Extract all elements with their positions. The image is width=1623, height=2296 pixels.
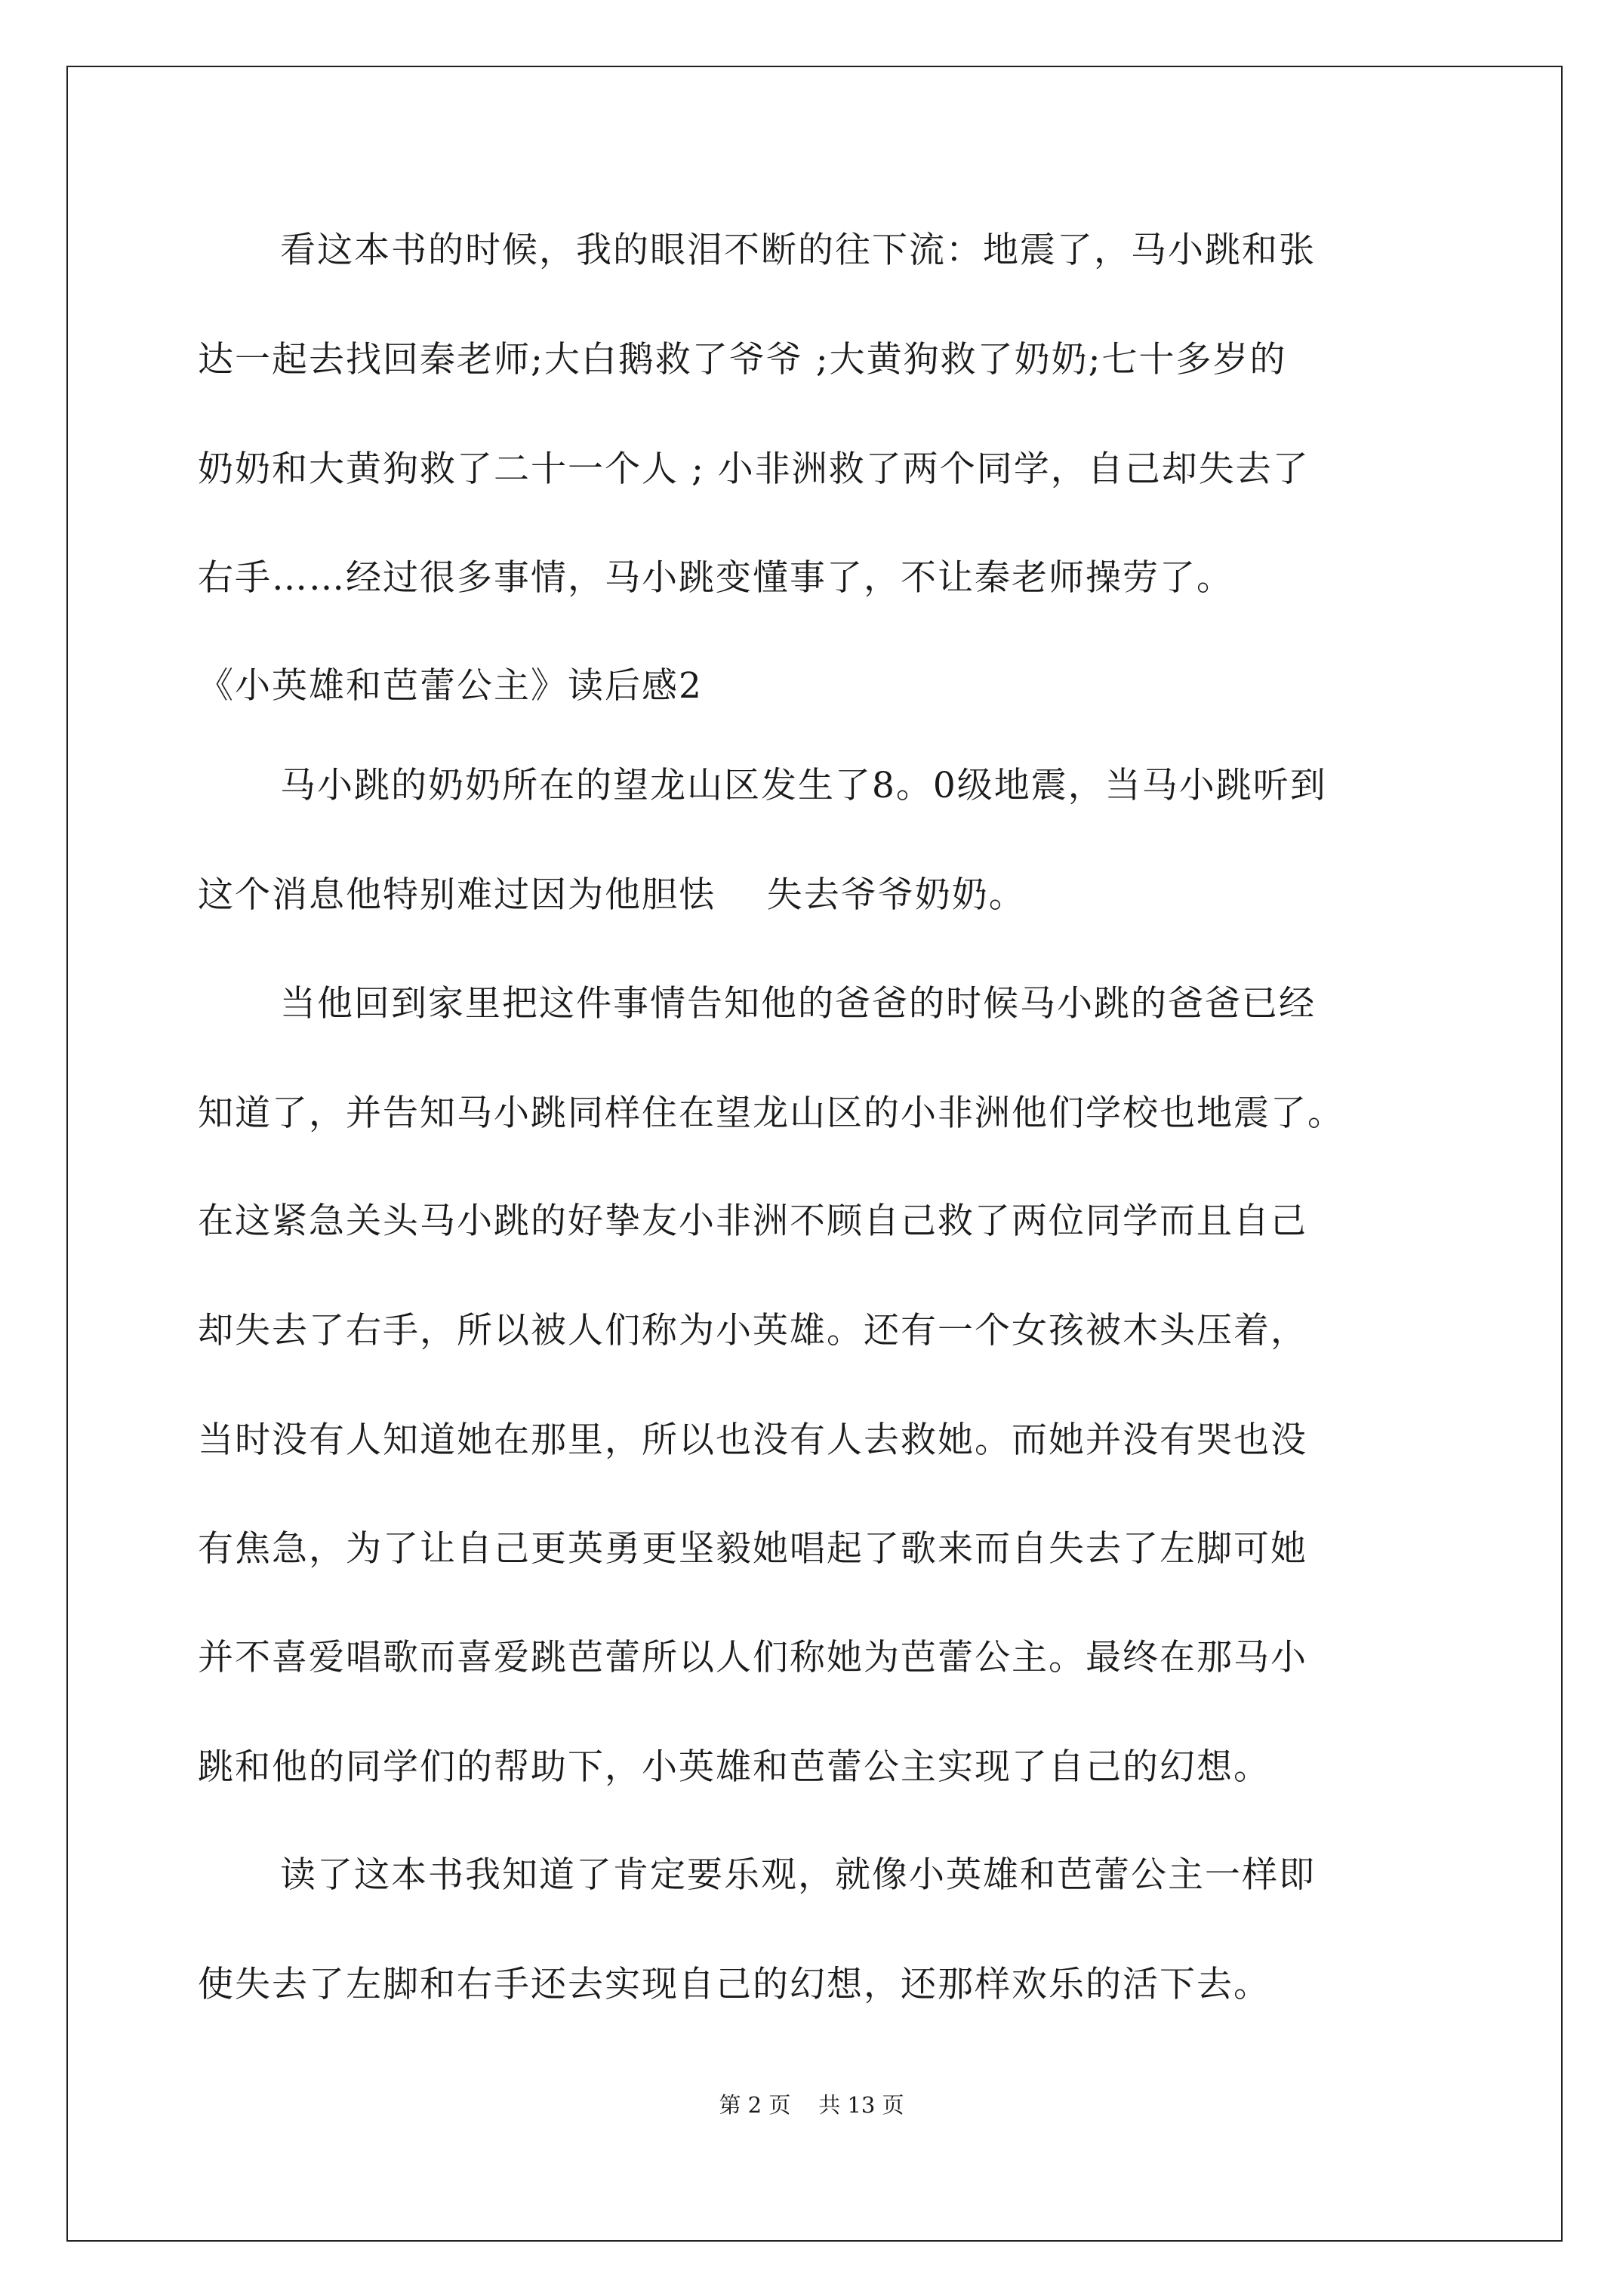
paragraph-line: 看这本书的时候，我的眼泪不断的往下流：地震了，马小跳和张 (280, 230, 1316, 271)
section-heading: 《小英雄和芭蕾公主》读后感2 (198, 665, 703, 707)
paragraph-line: 有焦急，为了让自己更英勇更坚毅她唱起了歌来而自失去了左脚可她 (198, 1528, 1307, 1570)
page-number: 第 2 页 共 13 页 (719, 2092, 904, 2118)
paragraph-line: 奶奶和大黄狗救了二十一个人 ; 小非洲救了两个同学，自己却失去了 (198, 448, 1310, 490)
paragraph-line: 右手……经过很多事情，马小跳变懂事了，不让秦老师操劳了。 (198, 557, 1233, 599)
paragraph-line: 在这紧急关头马小跳的好挚友小非洲不顾自己救了两位同学而且自己 (198, 1200, 1307, 1242)
paragraph-line: 当他回到家里把这件事情告知他的爸爸的时候马小跳的爸爸已经 (280, 983, 1316, 1025)
paragraph-line: 使失去了左脚和右手还去实现自己的幻想，还那样欢乐的活下去。 (198, 1964, 1270, 2005)
page-border (66, 66, 1563, 2242)
paragraph-line: 却失去了右手，所以被人们称为小英雄。还有一个女孩被木头压着， (198, 1310, 1307, 1351)
paragraph-line: 跳和他的同学们的帮助下，小英雄和芭蕾公主实现了自己的幻想。 (198, 1746, 1270, 1788)
paragraph-line: 达一起去找回秦老师;大白鹅救了爷爷 ;大黄狗救了奶奶;七十多岁的 (198, 339, 1287, 381)
paragraph-line: 并不喜爱唱歌而喜爱跳芭蕾所以人们称她为芭蕾公主。最终在那马小 (198, 1637, 1307, 1678)
paragraph-line: 这个消息他特别难过因为他胆怯 失去爷爷奶奶。 (198, 874, 1026, 916)
paragraph-line: 马小跳的奶奶所在的望龙山区发生了8。0级地震，当马小跳听到 (280, 765, 1327, 806)
paragraph-line: 读了这本书我知道了肯定要乐观，就像小英雄和芭蕾公主一样即 (280, 1854, 1316, 1896)
paragraph-line: 知道了，并告知马小跳同样住在望龙山区的小非洲他们学校也地震了。 (198, 1093, 1344, 1134)
paragraph-line: 当时没有人知道她在那里，所以也没有人去救她。而她并没有哭也没 (198, 1419, 1307, 1461)
